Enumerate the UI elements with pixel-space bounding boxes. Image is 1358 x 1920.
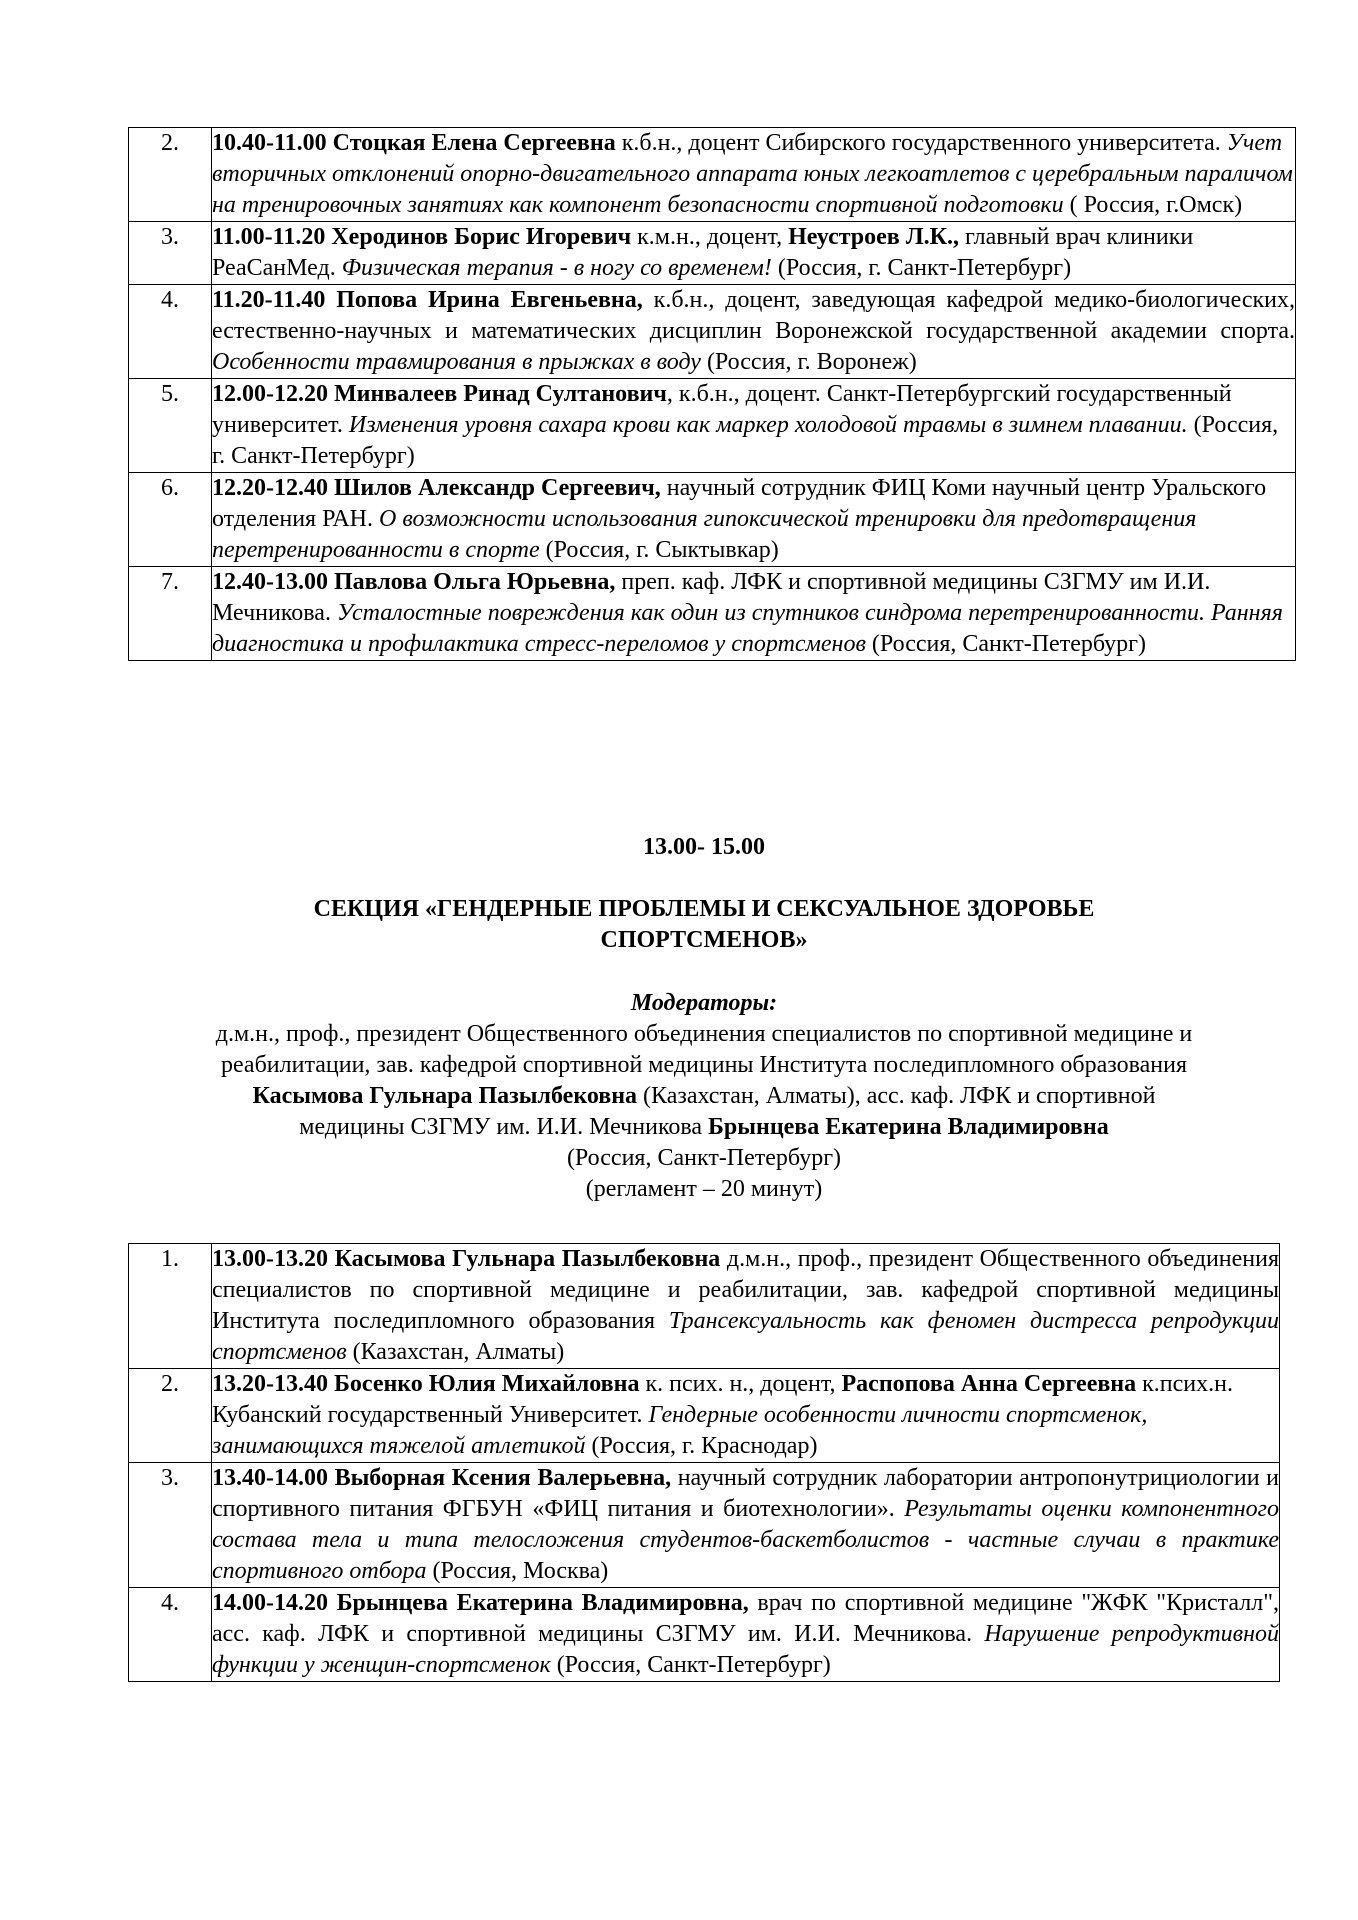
section-title: [128, 894, 1280, 956]
row-content: [212, 379, 1296, 473]
table-row: [129, 285, 1296, 379]
row-content: [212, 1463, 1280, 1588]
section-title-line: СПОРТСМЕНОВ»: [600, 927, 808, 953]
talk-location: (Россия, Москва): [426, 1558, 609, 1584]
speaker-name: Босенко Юлия Михайловна: [334, 1371, 640, 1397]
talk-time: 13.40-14.00: [212, 1465, 328, 1491]
co-speaker-affiliation: главный врач клиники РеаСанМед.: [212, 224, 1194, 281]
co-speaker-name: Неустроев Л.К.,: [788, 224, 960, 250]
table-row: [129, 473, 1296, 567]
talk-location: (Россия, г. Сыктывкар): [539, 537, 779, 563]
row-number: 5.: [129, 379, 212, 473]
table-row: [129, 567, 1296, 661]
moderators-text: [128, 1081, 1280, 1112]
schedule-table-1: [128, 127, 1296, 661]
row-number: 2.: [129, 1369, 212, 1463]
talk-location: (Россия, Санкт-Петербург): [550, 1652, 831, 1678]
talk-location: (Казахстан, Алматы): [346, 1339, 565, 1365]
talk-time: 10.40-11.00: [212, 130, 327, 156]
speaker-affiliation: д.м.н., проф., президент Общественного объединения специалистов по спортивной медицине и реабилитации, зав. кафедрой спортивной медицины Института последипломного образования: [212, 1246, 1280, 1334]
moderators-text: [128, 1112, 1280, 1143]
moderator-name: Касымова Гульнара Пазылбековна: [252, 1083, 638, 1109]
row-content: [212, 285, 1296, 379]
moderators-text: (Россия, Санкт-Петербург): [566, 1145, 842, 1171]
row-number: 4.: [129, 1588, 212, 1682]
speaker-affiliation: научный сотрудник ФИЦ Коми научный центр Уральского отделения РАН.: [212, 475, 1267, 532]
talk-location: ( Россия, г.Омск): [1063, 192, 1243, 218]
speaker-name: Брынцева Екатерина Владимировна,: [336, 1590, 749, 1616]
table-row: [129, 1463, 1280, 1588]
talk-title: Результаты оценки компонентного состава тела и типа телосложения студентов-баскетболистов - частные случаи в практике спортивного отбора: [212, 1496, 1279, 1584]
talk-title: Нарушение репродуктивной функции у женщин-спортсменок: [212, 1621, 1279, 1678]
speaker-name: Выборная Ксения Валерьевна,: [334, 1465, 672, 1491]
talk-time: 11.20-11.40: [212, 287, 326, 313]
talk-location: (Россия, г. Воронеж): [700, 349, 917, 375]
speaker-affiliation: научный сотрудник лаборатории антропонутрициологии и спортивного питания ФГБУН «ФИЦ питания и биотехнологии».: [212, 1465, 1279, 1522]
speaker-affiliation: к.б.н., доцент Сибирского государственного университета.: [615, 130, 1227, 156]
moderators-label: Модераторы:: [630, 990, 778, 1016]
regulation-note: (регламент – 20 минут): [585, 1176, 823, 1202]
talk-time: 11.00-11.20: [212, 224, 326, 250]
speaker-affiliation: к.б.н., доцент, заведующая кафедрой медико-биологических, естественно-научных и математических дисциплин Воронежской государственной академии спорта.: [212, 287, 1295, 344]
talk-time: 14.00-14.20: [212, 1590, 328, 1616]
talk-title: Особенности травмирования в прыжках в воду: [212, 349, 701, 375]
row-content: [212, 128, 1296, 222]
row-content: [212, 1369, 1280, 1463]
speaker-name: Попова Ирина Евгеньевна,: [336, 287, 643, 313]
table-row: [129, 1369, 1280, 1463]
talk-time: 12.40-13.00: [212, 569, 328, 595]
speaker-affiliation: , к.б.н., доцент. Санкт-Петербургский государственный университет.: [212, 381, 1232, 438]
talk-title: О возможности использования гипоксической тренировки для предотвращения перетренированности в спорте: [212, 506, 1197, 563]
talk-location: (Россия, г. Краснодар): [585, 1433, 818, 1459]
section-title-line: СЕКЦИЯ «ГЕНДЕРНЫЕ ПРОБЛЕМЫ И СЕКСУАЛЬНОЕ ЗДОРОВЬЕ: [313, 896, 1095, 922]
co-speaker-name: Распопова Анна Сергеевна: [841, 1371, 1137, 1397]
talk-time: 13.00-13.20: [212, 1246, 328, 1272]
moderators-text-start: медицины СЗГМУ им. И.И. Мечникова: [299, 1114, 709, 1140]
speaker-name: Павлова Ольга Юрьевна,: [334, 569, 616, 595]
talk-time: 12.00-12.20: [212, 381, 328, 407]
row-content: [212, 222, 1296, 285]
talk-location: (Россия, г. Санкт-Петербург): [771, 255, 1072, 281]
row-number: 3.: [129, 1463, 212, 1588]
table-row: [129, 222, 1296, 285]
row-content: [212, 473, 1296, 567]
section-time: 13.00- 15.00: [643, 834, 765, 860]
row-content: [212, 1588, 1280, 1682]
talk-title: Гендерные особенности личности спортсменок, занимающихся тяжелой атлетикой: [212, 1402, 1148, 1459]
row-number: 6.: [129, 473, 212, 567]
moderator-name: Брынцева Екатерина Владимировна: [708, 1114, 1109, 1140]
speaker-affiliation: к.м.н., доцент,: [631, 224, 789, 250]
co-speaker-affiliation: к.псих.н. Кубанский государственный Университет.: [212, 1371, 1233, 1428]
talk-time: 13.20-13.40: [212, 1371, 328, 1397]
table-row: [129, 1588, 1280, 1682]
moderators-block: [128, 988, 1280, 1205]
row-number: 3.: [129, 222, 212, 285]
speaker-affiliation: к. псих. н., доцент,: [639, 1371, 842, 1397]
speaker-affiliation: врач по спортивной медицине "ЖФК "Кристалл", асс. каф. ЛФК и спортивной медицины СЗГМУ им. И.И. Мечникова.: [212, 1590, 1280, 1647]
talk-title: Трансексуальность как феномен дистресса репродукции спортсменов: [212, 1308, 1279, 1365]
talk-title: Учет вторичных отклонений опорно-двигательного аппарата юных легкоатлетов с церебральным параличом на тренировочных занятиях как компонент безопасности спортивной подготовки: [212, 130, 1293, 218]
speaker-name: Касымова Гульнара Пазылбековна: [334, 1246, 721, 1272]
talk-title: Изменения уровня сахара крови как маркер холодовой травмы в зимнем плавании.: [348, 412, 1188, 438]
speaker-name: Херодинов Борис Игоревич: [331, 224, 632, 250]
table-row: [129, 1244, 1280, 1369]
talk-time: 12.20-12.40: [212, 475, 328, 501]
talk-title: Физическая терапия - в ногу со временем!: [341, 255, 772, 281]
moderators-text: реабилитации, зав. кафедрой спортивной медицины Института последипломного образования: [220, 1052, 1188, 1078]
row-number: 7.: [129, 567, 212, 661]
row-number: 4.: [129, 285, 212, 379]
table-row: [129, 128, 1296, 222]
talk-location: (Россия, г. Санкт-Петербург): [212, 412, 1279, 469]
row-number: 2.: [129, 128, 212, 222]
speaker-name: Минвалеев Ринад Султанович: [334, 381, 667, 407]
row-number: 1.: [129, 1244, 212, 1369]
moderators-text: д.м.н., проф., президент Общественного объединения специалистов по спортивной медицине и: [215, 1021, 1193, 1047]
talk-location: (Россия, Санкт-Петербург): [865, 631, 1146, 657]
speaker-name: Стоцкая Елена Сергеевна: [332, 130, 616, 156]
speaker-name: Шилов Александр Сергеевич,: [334, 475, 661, 501]
row-content: [212, 567, 1296, 661]
talk-title: Усталостные повреждения как один из спутников синдрома перетренированности. Ранняя диагностика и профилактика стресс-переломов у спортсменов: [212, 600, 1283, 657]
row-content: [212, 1244, 1280, 1369]
moderators-text-rest: (Казахстан, Алматы), асс. каф. ЛФК и спортивной: [637, 1083, 1156, 1109]
schedule-table-2: [128, 1243, 1280, 1682]
speaker-affiliation: преп. каф. ЛФК и спортивной медицины СЗГМУ им И.И. Мечникова.: [212, 569, 1211, 626]
table-row: [129, 379, 1296, 473]
